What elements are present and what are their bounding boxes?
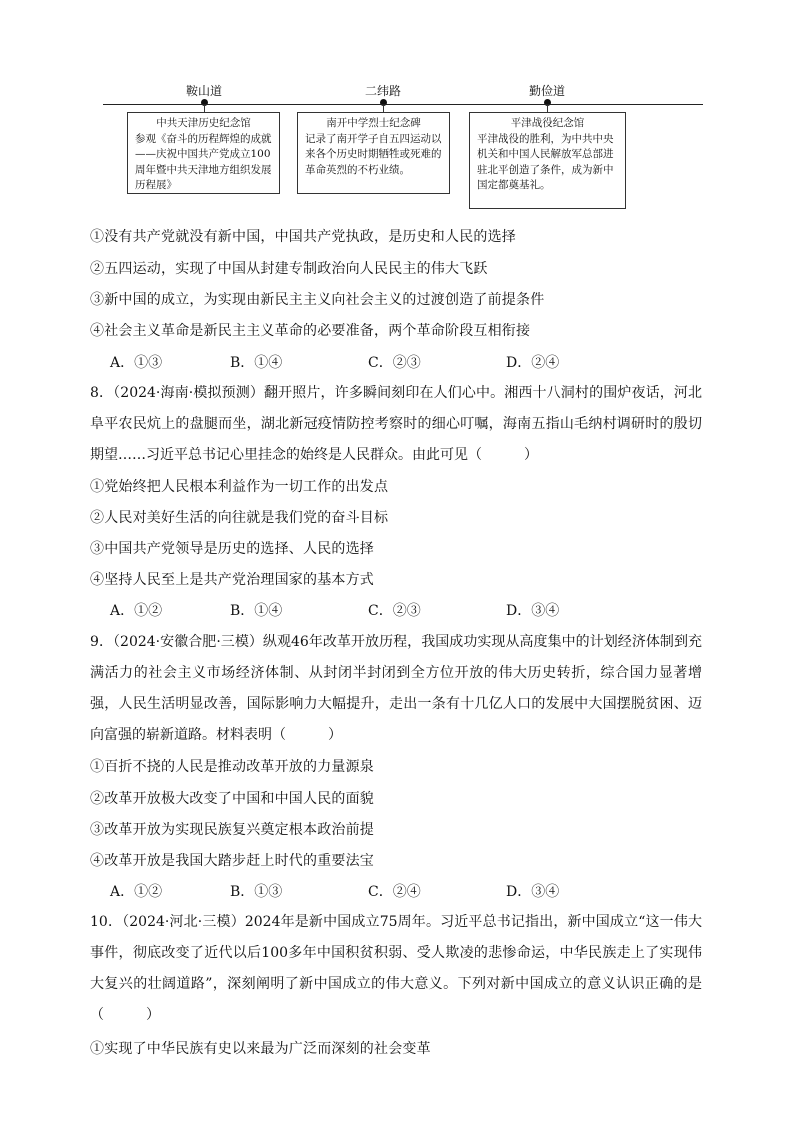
memorial-box-nankai-monument — [297, 112, 450, 194]
road-label-erwei: 二纬路 — [353, 84, 413, 106]
box-body: 平津战役的胜利，为中共中央机关和中国人民解放军总部进驻北平创造了条件，成为新中国定都奠基礼。 — [477, 132, 614, 191]
memorial-box-history-museum — [127, 112, 280, 194]
q7-option-d[interactable]: D．②④ — [506, 355, 560, 371]
box-body: 记录了南开学子自五四运动以来各个历史时期牺牲或死难的革命英烈的不朽业绩。 — [305, 132, 442, 176]
q8-statement-3: ③中国共产党领导是历史的选择、人民的选择 — [90, 541, 374, 557]
q9-option-d[interactable]: D．③④ — [506, 884, 560, 900]
box-title: 平津战役纪念馆 — [510, 117, 585, 129]
q8-option-d[interactable]: D．③④ — [506, 603, 560, 619]
q9-statement-4: ④改革开放是我国大踏步赶上时代的重要法宝 — [90, 853, 374, 869]
q8-stem: 8．（2024·海南·模拟预测）翻开照片，许多瞬间刻印在人们心中。湘西十八洞村的围炉夜话，河北阜平农民炕上的盘腿而坐，湖北新冠疫情防控考察时的细心叮嘱，海南五指山毛纳村调研时的殷切期望……习近平总书记心里挂念的始终是人民群众。由此可见（ ） — [90, 385, 702, 463]
q9-option-b[interactable]: B．①③ — [230, 884, 283, 900]
q7-statement-2: ②五四运动，实现了中国从封建专制政治向人民民主的伟大飞跃 — [90, 261, 488, 277]
q10-statement-1: ①实现了中华民族有史以来最为广泛而深刻的社会变革 — [90, 1041, 431, 1057]
road-diagram — [103, 84, 703, 214]
q9-statement-1: ①百折不挠的人民是推动改革开放的力量源泉 — [90, 759, 374, 775]
q10-stem: 10．（2024·河北·三模）2024年是新中国成立75周年。习近平总书记指出，新中国成立“这一伟大事件，彻底改变了近代以后100多年中国积贫积弱、受人欺凌的悲惨命运，中华民族走上了实现伟大复兴的壮阔道路”，深刻阐明了新中国成立的伟大意义。下列对新中国成立的意义认识正确的是（ ） — [90, 914, 702, 1023]
q7-option-b[interactable]: B．①④ — [230, 355, 283, 371]
q8-option-b[interactable]: B．①④ — [230, 603, 283, 619]
q7-statement-3: ③新中国的成立，为实现由新民主主义向社会主义的过渡创造了前提条件 — [90, 292, 545, 308]
connector-line — [547, 105, 548, 112]
q8-option-a[interactable]: A．①② — [110, 603, 163, 619]
q9-option-a[interactable]: A．①② — [110, 884, 163, 900]
q8-option-c[interactable]: C．②③ — [368, 603, 421, 619]
road-label-anshan: 鞍山道 — [174, 84, 234, 106]
q9-statement-3: ③改革开放为实现民族复兴奠定根本政治前提 — [90, 822, 374, 838]
q8-statement-4: ④坚持人民至上是共产党治理国家的基本方式 — [90, 572, 374, 588]
box-body: 参观《奋斗的历程辉煌的成就——庆祝中国共产党成立100周年暨中共天津地方组织发展历程展》 — [135, 132, 272, 191]
q9-stem: 9．（2024·安徽合肥·三模）纵观46年改革开放历程，我国成功实现从高度集中的计划经济体制到充满活力的社会主义市场经济体制、从封闭半封闭到全方位开放的伟大历史转折，综合国力显著增强，人民生活明显改善，国际影响力大幅提升，走出一条有十几亿人口的发展中大国摆脱贫困、迈向富强的崭新道路。材料表明（ ） — [90, 634, 702, 743]
connector-line — [204, 105, 205, 112]
road-line — [103, 104, 703, 105]
memorial-box-pingjin-museum — [469, 112, 626, 209]
connector-line — [383, 105, 384, 112]
q7-option-c[interactable]: C．②③ — [368, 355, 421, 371]
q8-statement-1: ①党始终把人民根本利益作为一切工作的出发点 — [90, 479, 389, 495]
q7-option-a[interactable]: A．①③ — [110, 355, 163, 371]
box-title: 南开中学烈士纪念碑 — [326, 117, 421, 129]
q9-option-c[interactable]: C．②④ — [368, 884, 421, 900]
q7-statement-4: ④社会主义革命是新民主主义革命的必要准备，两个革命阶段互相衔接 — [90, 323, 531, 339]
road-label-qinjian: 勤俭道 — [517, 84, 577, 106]
q8-statement-2: ②人民对美好生活的向往就是我们党的奋斗目标 — [90, 510, 389, 526]
q7-statement-1: ①没有共产党就没有新中国，中国共产党执政，是历史和人民的选择 — [90, 229, 516, 245]
q9-statement-2: ②改革开放极大改变了中国和中国人民的面貌 — [90, 791, 374, 807]
box-title: 中共天津历史纪念馆 — [156, 117, 251, 129]
